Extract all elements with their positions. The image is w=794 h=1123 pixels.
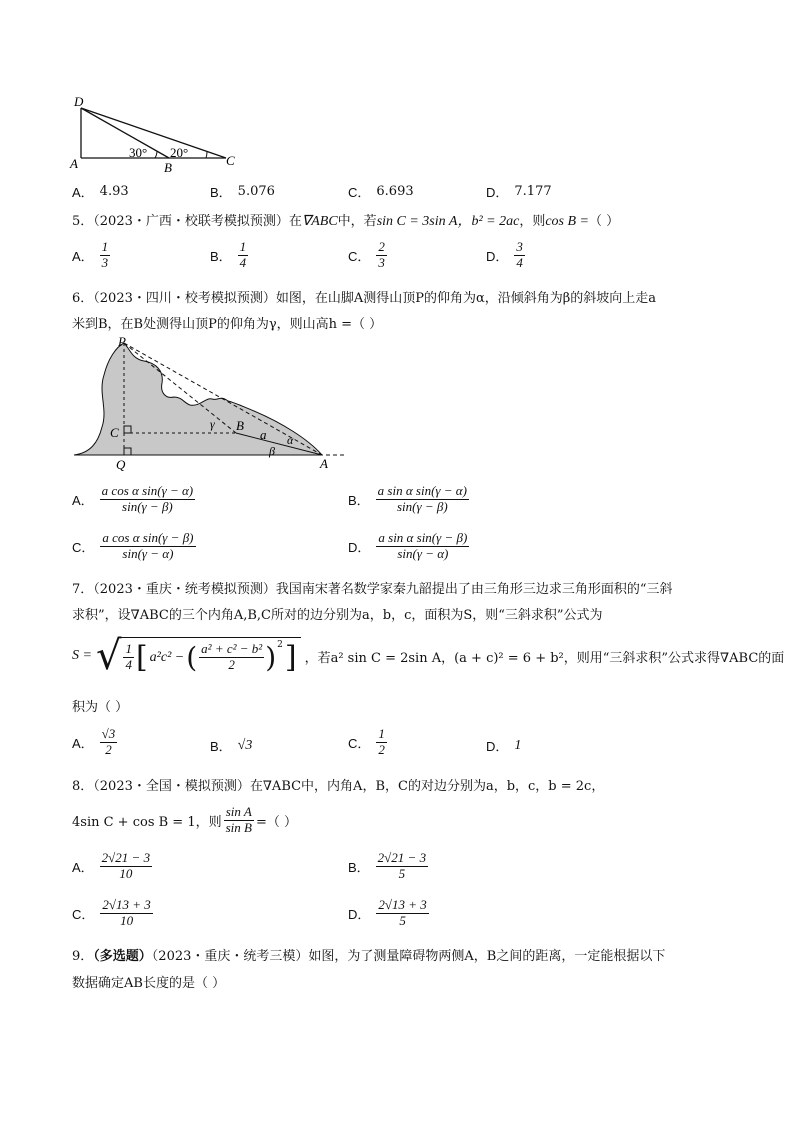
denominator: 4 — [516, 254, 523, 270]
option-letter: B． — [348, 859, 370, 875]
numerator: a sin α sin(γ − α) — [377, 483, 467, 498]
q5-prefix: 5．（2023・广西・校联考模拟预测）在 — [72, 214, 302, 229]
q5-option-b[interactable] — [210, 240, 248, 271]
option-letter: C． — [348, 185, 371, 200]
option-fraction — [238, 240, 249, 271]
q8-ratio-fraction — [224, 805, 254, 836]
q6-option-a[interactable] — [72, 484, 195, 515]
q9-stem-line2: 数据确定AB长度的是（ ） — [72, 976, 226, 991]
option-fraction — [100, 484, 195, 515]
q8-option-a[interactable] — [72, 851, 152, 882]
numerator: 1 — [125, 641, 132, 657]
q8-bracket: =（ ） — [255, 814, 298, 830]
option-value: √3 — [237, 737, 253, 753]
q7-option-b[interactable] — [210, 736, 252, 755]
numerator: sin A — [225, 804, 252, 819]
q7-option-a[interactable] — [72, 727, 117, 758]
denominator: 4 — [125, 657, 132, 672]
option-letter: D． — [348, 539, 371, 555]
inner-fraction — [199, 642, 264, 673]
label-c: C — [110, 425, 119, 440]
q8-option-c[interactable] — [72, 898, 153, 929]
q5-target: cos B = — [545, 214, 589, 229]
option-letter: C． — [348, 248, 371, 264]
angle-20: 20° — [170, 145, 189, 160]
option-letter: B． — [210, 185, 232, 200]
denominator: sin(γ − α) — [122, 545, 174, 561]
label-c: C — [226, 153, 235, 168]
q6-option-b[interactable] — [348, 484, 469, 515]
numerator: 1 — [378, 726, 385, 741]
denominator: sin(γ − α) — [397, 545, 449, 561]
q9-multi-tag: （多选题） — [93, 949, 152, 964]
label-p: P — [118, 335, 126, 349]
option-letter: D． — [486, 739, 509, 754]
q5-option-a[interactable] — [72, 240, 110, 271]
denominator: sin(γ − β) — [122, 498, 173, 514]
label-a-length: a — [260, 427, 267, 442]
label-a: A — [320, 456, 328, 471]
option-fraction — [100, 898, 152, 929]
numerator: √3 — [101, 726, 116, 741]
q7-stem-line1: 7．（2023・重庆・统考模拟预测）我国南宋著名数学家秦九韶提出了由三角形三边求三角形面积的“三斜 — [72, 582, 673, 597]
q5-mid: 中，若 — [337, 214, 377, 229]
denominator: 2 — [228, 657, 235, 672]
option-letter: A． — [72, 248, 94, 264]
q8-stem-line1: 8．（2023・全国・模拟预测）在∇ABC中，内角A，B，C的对边分别为a，b，c，b = 2c， — [72, 779, 605, 794]
q6-stem-line2: 米到B，在B处测得山顶P的仰角为γ，则山高h =（ ） — [72, 317, 383, 332]
triangle-figure-dabc — [66, 92, 246, 174]
numerator: a² + c² − b² — [201, 641, 263, 657]
option-letter: D． — [486, 248, 509, 264]
denominator: 10 — [120, 912, 134, 928]
angle-30: 30° — [129, 145, 148, 160]
option-letter: A． — [72, 185, 94, 200]
option-fraction — [100, 727, 118, 758]
option-letter: B． — [348, 492, 370, 508]
option-fraction — [376, 851, 428, 882]
label-a: A — [70, 156, 78, 171]
option-letter: B． — [210, 739, 232, 754]
option-letter: B． — [210, 248, 232, 264]
option-letter: C． — [72, 539, 95, 555]
numerator: a cos α sin(γ − α) — [101, 483, 194, 498]
numerator: 2√21 − 3 — [377, 850, 427, 865]
q7-stem-line4: 积为（ ） — [72, 700, 129, 715]
numerator: 2√13 + 3 — [102, 897, 151, 912]
q5-stem — [72, 210, 619, 230]
formula-a2c2: a²c² − — [149, 649, 185, 665]
denominator: 4 — [239, 254, 247, 270]
denominator: 2 — [105, 741, 112, 757]
option-value: 1 — [514, 737, 522, 753]
numerator: 1 — [101, 239, 109, 254]
numerator: 2√13 + 3 — [378, 897, 427, 912]
numerator: a sin α sin(γ − β) — [378, 530, 468, 545]
option-fraction — [514, 240, 525, 271]
option-fraction — [376, 240, 387, 271]
denominator: 5 — [398, 865, 406, 881]
denominator: 10 — [119, 865, 133, 881]
q6-stem-line1: 6．（2023・四川・校考模拟预测）如图，在山脚A测得山顶P的仰角为α，沿倾斜角为β的斜坡向上走a — [72, 291, 657, 306]
q7-stem-line2: 求积”，设∇ABC的三个内角A,B,C所对的边分别为a，b，c，面积为S，则“三斜求积”公式为 — [72, 608, 603, 623]
sqrt-radicand: $\frac{1}{4}$ [ a²c² − ( $\frac{\text{a² + c² − b²}}{2}$ ) $^2$ ] — [121, 637, 300, 675]
option-value: 7.177 — [514, 184, 552, 199]
option-fraction — [376, 531, 469, 562]
label-b: B — [164, 160, 172, 174]
numerator: 2 — [378, 239, 385, 254]
q7-option-c[interactable] — [348, 727, 387, 758]
square-exponent: 2 — [277, 640, 283, 650]
q4-option-a[interactable] — [72, 182, 129, 201]
q7-condition: ，若a² sin C = 2sin A，(a + c)² = 6 + b²，则用“三斜求积”公式求得∇ABC的面 — [304, 650, 785, 666]
sqrt-sign: √ — [95, 633, 122, 679]
denominator: sin(γ − β) — [396, 498, 448, 514]
option-letter: D． — [486, 185, 509, 200]
numerator: a cos α sin(γ − β) — [102, 530, 194, 545]
q5-option-c[interactable] — [348, 240, 387, 271]
q4-option-d[interactable] — [486, 182, 552, 201]
option-value: 6.693 — [376, 184, 414, 199]
q7-option-d[interactable] — [486, 736, 521, 755]
q6-option-d[interactable] — [348, 531, 469, 562]
option-fraction — [376, 727, 387, 758]
q5-option-d[interactable] — [486, 240, 525, 271]
q9-number: 9． — [72, 949, 94, 964]
q5-end: ，则 — [519, 214, 546, 229]
option-letter: A． — [72, 859, 94, 875]
q5-triangle: ∇ABC — [301, 214, 338, 229]
q8-option-d[interactable] — [348, 898, 429, 929]
quarter-fraction — [123, 642, 134, 673]
formula-lhs: S = — [72, 648, 92, 663]
q5-bracket: （ ） — [589, 214, 620, 229]
denominator: sin B — [225, 819, 252, 835]
option-fraction — [376, 898, 428, 929]
q6-option-c[interactable] — [72, 531, 196, 562]
mountain-figure — [72, 335, 352, 475]
q9-stem-line1 — [72, 945, 665, 964]
option-letter: A． — [72, 492, 94, 508]
q9-text: （2023・重庆・统考三模）如图，为了测量障碍物两侧A，B之间的距离，一定能根据以下 — [151, 949, 666, 964]
q4-option-b[interactable] — [210, 182, 275, 201]
option-letter: C． — [72, 906, 95, 922]
option-value: 5.076 — [237, 184, 275, 199]
option-letter: C． — [348, 735, 371, 751]
option-fraction — [376, 484, 469, 515]
label-q: Q — [116, 457, 126, 472]
option-value: 4.93 — [99, 184, 129, 199]
label-alpha: α — [287, 433, 294, 447]
numerator: 1 — [239, 239, 247, 254]
option-fraction — [100, 851, 152, 882]
option-fraction — [100, 240, 111, 271]
option-letter: D． — [348, 906, 371, 922]
denominator: 5 — [399, 912, 406, 928]
label-d: D — [74, 94, 84, 109]
numerator: 3 — [516, 239, 523, 254]
label-beta: β — [269, 444, 275, 458]
q4-option-c[interactable] — [348, 182, 414, 201]
denominator: 3 — [101, 254, 109, 270]
numerator: 2√21 − 3 — [101, 850, 151, 865]
denominator: 2 — [378, 741, 385, 757]
option-fraction — [100, 531, 195, 562]
q7-formula — [72, 633, 785, 679]
label-gamma: γ — [210, 417, 215, 431]
q8-stem-line2 — [72, 805, 297, 836]
q8-option-b[interactable] — [348, 851, 428, 882]
option-letter: A． — [72, 735, 94, 751]
q5-condition: sin C = 3sin A，b² = 2ac — [376, 214, 520, 229]
denominator: 3 — [378, 254, 385, 270]
label-b: B — [236, 418, 244, 433]
q8-condition: 4sin C + cos B = 1，则 — [72, 814, 222, 830]
